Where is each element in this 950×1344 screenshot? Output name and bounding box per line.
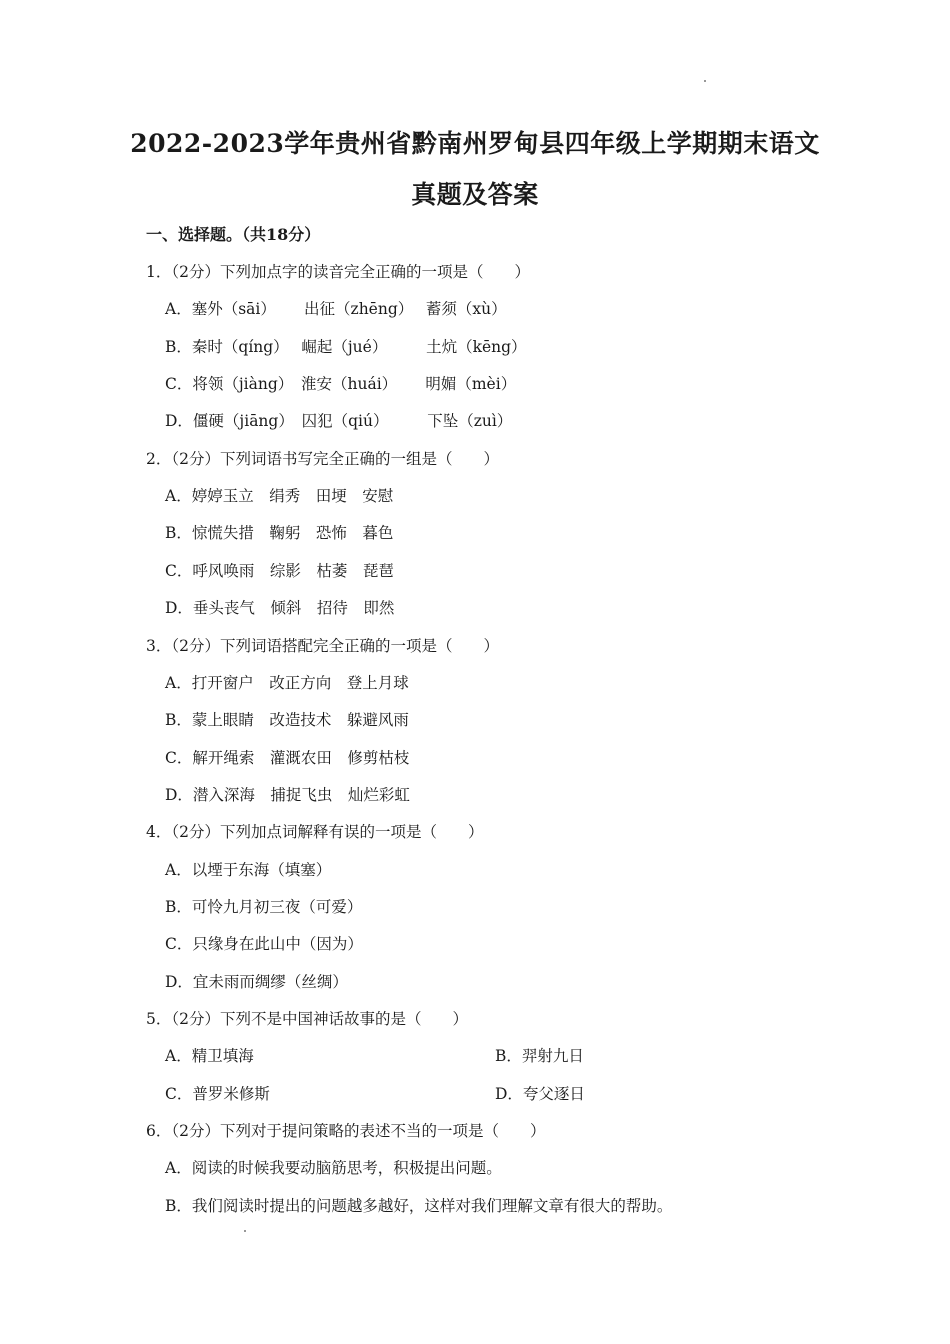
question-5-option-d: D．夸父逐日 [495, 1085, 585, 1103]
document-title-line-1: 2022-2023学年贵州省黔南州罗甸县四年级上学期期末语文 [130, 129, 820, 158]
question-6-option-b: B．我们阅读时提出的问题越多越好，这样对我们理解文章有很大的帮助。 [165, 1197, 673, 1215]
question-1-option-d: D．僵硬（jiāng） 囚犯（qiú） 下坠（zuì） [165, 412, 513, 430]
question-2-option-d: D．垂头丧气 倾斜 招待 即然 [165, 599, 395, 617]
question-5-option-c: C．普罗米修斯 [165, 1085, 270, 1103]
question-4-option-a: A．以堙于东海（填塞） [165, 861, 332, 879]
document-title-line-2: 真题及答案 [411, 180, 539, 209]
question-3-option-a: A．打开窗户 改正方向 登上月球 [165, 674, 409, 692]
question-6-stem: 6．（2分）下列对于提问策略的表述不当的一项是（ ） [146, 1122, 546, 1140]
question-3-option-d: D．潜入深海 捕捉飞虫 灿烂彩虹 [165, 786, 410, 804]
question-1-option-b: B．秦时（qíng） 崛起（jué） 土炕（kēng） [165, 338, 527, 356]
question-3-stem: 3．（2分）下列词语搭配完全正确的一项是（ ） [146, 637, 499, 655]
section-heading: 一、选择题。（共18分） [146, 225, 321, 244]
question-1-option-c: C．将领（jiàng） 淮安（huái） 明媚（mèi） [165, 375, 517, 393]
question-4-option-b: B．可怜九月初三夜（可爱） [165, 898, 363, 916]
question-4-option-c: C．只缘身在此山中（因为） [165, 935, 363, 953]
question-3-option-b: B．蒙上眼睛 改造技术 躲避风雨 [165, 711, 409, 729]
question-6-option-a: A．阅读的时候我要动脑筋思考，积极提出问题。 [165, 1159, 502, 1177]
question-2-stem: 2．（2分）下列词语书写完全正确的一组是（ ） [146, 450, 499, 468]
question-2-option-a: A．婷婷玉立 绢秀 田埂 安慰 [165, 487, 394, 505]
question-2-option-c: C．呼风唤雨 综影 枯萎 琵琶 [165, 562, 394, 580]
question-5-option-a: A．精卫填海 [165, 1047, 254, 1065]
question-5-option-b: B．羿射九日 [495, 1047, 584, 1065]
page-speck [704, 80, 706, 82]
question-2-option-b: B．惊慌失措 鞠躬 恐怖 暮色 [165, 524, 394, 542]
question-4-stem: 4．（2分）下列加点词解释有误的一项是（ ） [146, 823, 484, 841]
question-5-stem: 5．（2分）下列不是中国神话故事的是（ ） [146, 1010, 468, 1028]
page-speck [244, 1230, 246, 1232]
question-1-stem: 1．（2分）下列加点字的读音完全正确的一项是（ ） [146, 263, 530, 281]
question-3-option-c: C．解开绳索 灌溉农田 修剪枯枝 [165, 749, 410, 767]
question-1-option-a: A．塞外（sāi） 出征（zhēng） 蓄须（xù） [165, 300, 507, 318]
question-4-option-d: D．宜未雨而绸缪（丝绸） [165, 973, 348, 991]
